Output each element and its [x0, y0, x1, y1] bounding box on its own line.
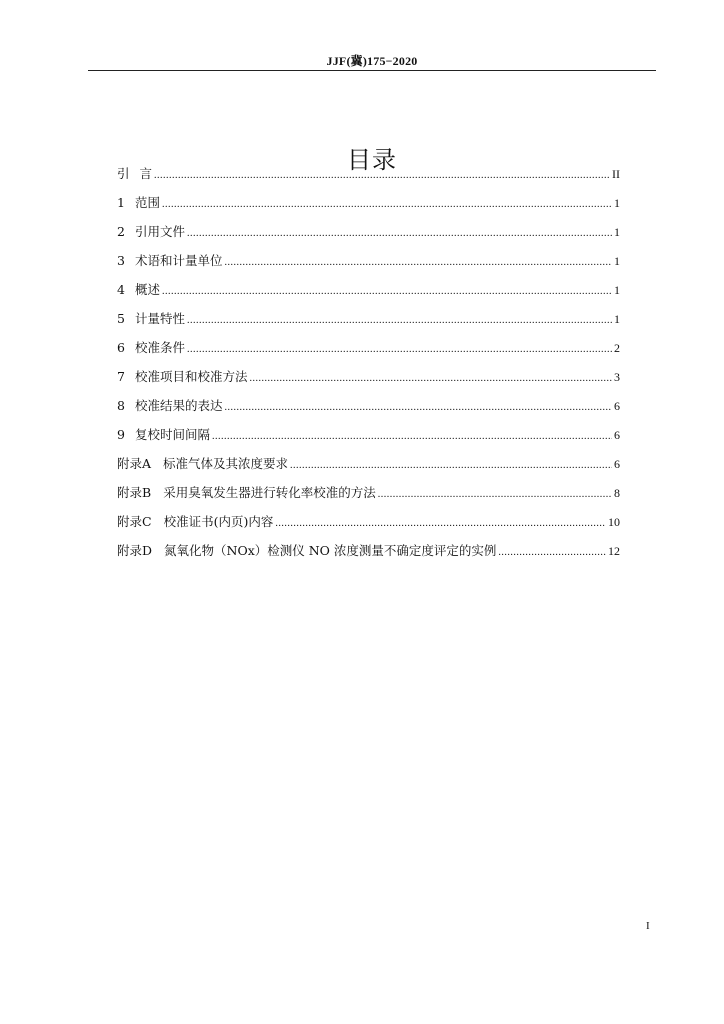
toc-leader-dots	[212, 427, 612, 442]
toc-entry-label: 氮氧化物（NOx）检测仪 NO 浓度测量不确定度评定的实例	[164, 543, 497, 558]
toc-entry-6[interactable]	[117, 338, 620, 367]
toc-entry-2[interactable]	[117, 222, 620, 251]
toc-entry-number: 附录D	[117, 543, 153, 558]
toc-entry-number: 附录C	[117, 514, 152, 529]
toc-entry-label: 校准项目和校准方法	[134, 369, 248, 384]
toc-entry-8[interactable]	[117, 396, 620, 425]
toc-entry-page: 8	[614, 486, 620, 500]
toc-entry-3[interactable]	[117, 251, 620, 280]
toc-leader-dots	[378, 485, 612, 500]
toc-leader-dots	[275, 514, 606, 529]
toc-entry-label: 计量特性	[134, 311, 185, 326]
toc-entry-number: 8	[117, 398, 125, 413]
toc-entry-label: 校准证书(内页)内容	[163, 514, 274, 529]
toc-entry-page: II	[612, 167, 620, 181]
toc-leader-dots	[187, 340, 612, 355]
header-rule	[88, 70, 656, 71]
toc-entry-9[interactable]	[117, 425, 620, 454]
toc-entry-label: 概述	[134, 282, 160, 297]
toc-entry-number: 6	[117, 340, 125, 355]
toc-entry-number: 4	[117, 282, 125, 297]
toc-leader-dots	[224, 398, 612, 413]
toc-entry-page: 3	[614, 370, 620, 384]
toc-entry-number: 3	[117, 253, 125, 268]
toc-entry-label: 术语和计量单位	[134, 253, 223, 268]
toc-entry-number: 5	[117, 311, 125, 326]
toc-entry-number: 附录B	[117, 485, 152, 500]
toc-entry-5[interactable]	[117, 309, 620, 338]
toc-entry-7[interactable]	[117, 367, 620, 396]
toc-leader-dots	[224, 253, 612, 268]
toc-entry-appendix-c[interactable]	[117, 512, 620, 541]
document-header: JJF(冀)175−2020	[326, 54, 418, 68]
toc-leader-dots	[162, 195, 612, 210]
toc-leader-dots	[187, 224, 612, 239]
toc-entry-label: 引用文件	[134, 224, 185, 239]
toc-entry-number: 附录A	[117, 456, 152, 471]
toc-entry-4[interactable]	[117, 280, 620, 309]
toc-entry-appendix-b[interactable]	[117, 483, 620, 512]
toc-entry-page: 1	[614, 254, 620, 268]
toc-entry-page: 2	[614, 341, 620, 355]
toc-leader-dots	[290, 456, 612, 471]
page-number: I	[646, 920, 650, 932]
toc-leader-dots	[498, 543, 606, 558]
toc-entry-page: 1	[614, 225, 620, 239]
toc-entry-page: 10	[608, 515, 620, 529]
toc-entry-label: 范围	[134, 195, 160, 210]
toc-entry-page: 1	[614, 283, 620, 297]
page-title: 目录	[347, 146, 397, 175]
toc-leader-dots	[187, 311, 612, 326]
toc-leader-dots	[154, 166, 610, 181]
toc-entry-number: 9	[117, 427, 125, 442]
table-of-contents	[117, 164, 620, 570]
toc-entry-page: 6	[614, 428, 620, 442]
toc-entry-appendix-a[interactable]	[117, 454, 620, 483]
toc-entry-page: 6	[614, 457, 620, 471]
toc-entry-label: 校准结果的表达	[134, 398, 223, 413]
toc-entry-label: 复校时间间隔	[134, 427, 210, 442]
toc-entry-label: 采用臭氧发生器进行转化率校准的方法	[163, 485, 376, 500]
toc-entry-number: 1	[117, 195, 125, 210]
toc-entry-page: 12	[608, 544, 620, 558]
toc-entry-page: 1	[614, 312, 620, 326]
toc-entry-label: 校准条件	[134, 340, 185, 355]
toc-entry-page: 1	[614, 196, 620, 210]
toc-entry-number: 2	[117, 224, 125, 239]
toc-leader-dots	[162, 282, 612, 297]
toc-entry-label: 标准气体及其浓度要求	[163, 456, 289, 471]
toc-entry-introduction[interactable]	[117, 164, 620, 193]
toc-entry-page: 6	[614, 399, 620, 413]
toc-leader-dots	[249, 369, 612, 384]
toc-entry-1[interactable]	[117, 193, 620, 222]
toc-entry-number: 引	[117, 166, 130, 181]
toc-entry-number: 7	[117, 369, 125, 384]
toc-entry-appendix-d[interactable]	[117, 541, 620, 570]
toc-entry-label: 言	[139, 166, 153, 181]
